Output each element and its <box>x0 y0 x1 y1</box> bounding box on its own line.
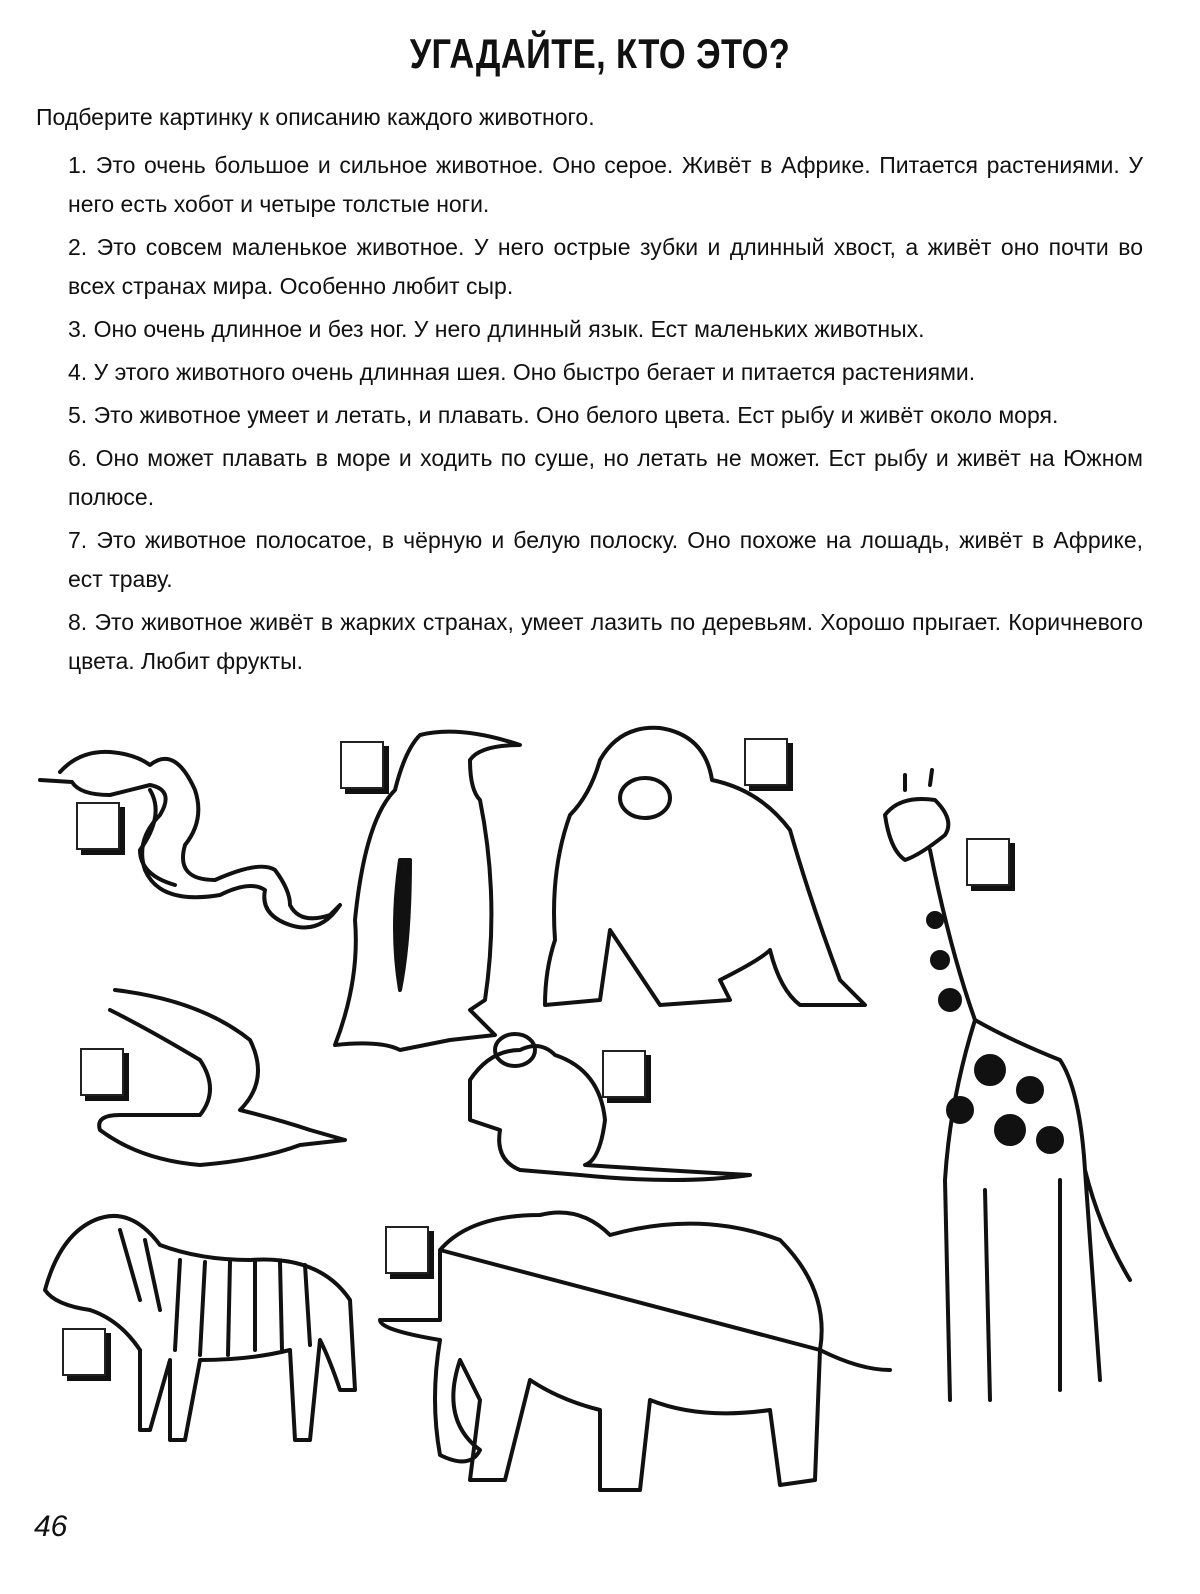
snake-icon <box>40 752 340 928</box>
animal-illustrations <box>0 720 1200 1500</box>
description-item <box>68 146 1143 224</box>
page-title: УГАДАЙТЕ, КТО ЭТО? <box>409 30 791 77</box>
item-text: Это животное живёт в жарких странах, умеет лазить по деревьям. Хорошо прыгает. Коричневого цвета. Любит фрукты. <box>68 609 1144 674</box>
instruction-text: Подберите картинку к описанию каждого животного. <box>36 104 595 130</box>
item-number: 7. <box>68 527 88 553</box>
item-text: Это совсем маленькое животное. У него острые зубки и длинный хвост, а живёт оно почти во всех странах мира. Особенно любит сыр. <box>68 234 1143 299</box>
description-item <box>68 353 1143 392</box>
item-number: 6. <box>68 445 88 471</box>
seagull-icon <box>99 990 345 1165</box>
item-number: 8. <box>68 609 88 635</box>
item-number: 2. <box>68 234 88 260</box>
item-text: Это очень большое и сильное животное. Оно серое. Живёт в Африке. Питается растениями. У него есть хобот и четыре толстые ноги. <box>68 152 1143 217</box>
item-text: Это животное полосатое, в чёрную и белую полоску. Оно похоже на лошадь, живёт в Африке, ест траву. <box>68 527 1143 592</box>
giraffe-icon <box>885 770 1130 1400</box>
item-text: Оно может плавать в море и ходить по суше, но летать не может. Ест рыбу и живёт на Южном полюсе. <box>68 445 1143 510</box>
penguin-icon <box>335 732 520 1050</box>
description-item <box>68 310 1143 349</box>
description-item <box>68 439 1143 517</box>
description-item <box>68 228 1143 306</box>
description-item <box>68 521 1143 599</box>
item-number: 3. <box>68 316 88 342</box>
mouse-icon <box>470 1034 750 1180</box>
description-item <box>68 396 1143 435</box>
item-text: Это животное умеет и летать, и плавать. Оно белого цвета. Ест рыбу и живёт около моря. <box>93 402 1059 428</box>
zebra-icon <box>45 1216 355 1440</box>
item-number: 4. <box>68 359 88 385</box>
item-text: У этого животного очень длинная шея. Оно быстро бегает и питается растениями. <box>93 359 976 385</box>
description-list <box>68 146 1143 685</box>
elephant-icon <box>380 1213 890 1491</box>
item-text: Оно очень длинное и без ног. У него длинный язык. Ест маленьких животных. <box>93 316 925 342</box>
item-number: 1. <box>68 152 88 178</box>
item-number: 5. <box>68 402 88 428</box>
gorilla-icon <box>545 728 865 1005</box>
page-number: 46 <box>34 1510 68 1543</box>
description-item <box>68 603 1143 681</box>
